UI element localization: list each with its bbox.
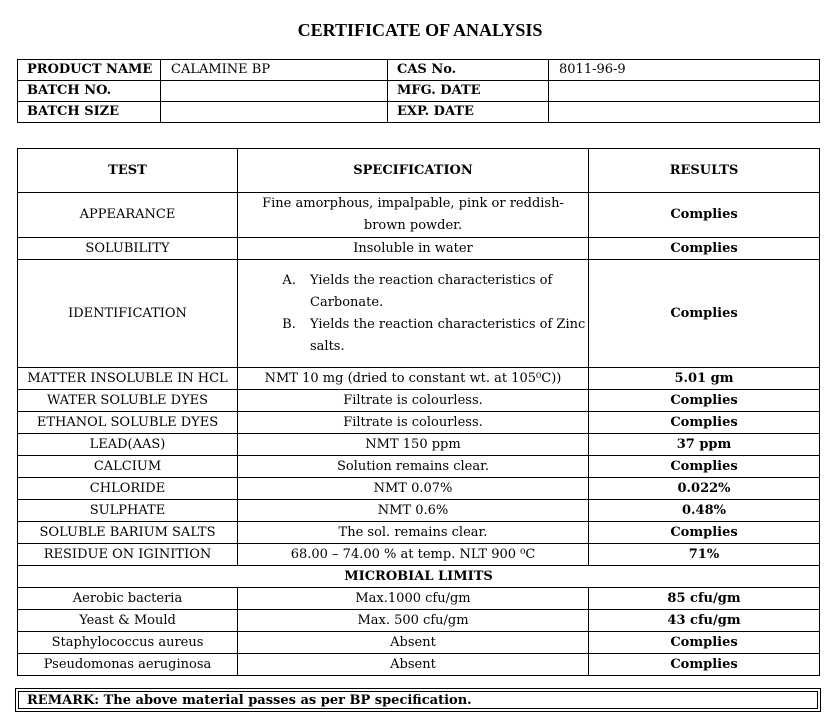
batch-size-label: BATCH SIZE [18, 102, 161, 123]
test-name: WATER SOLUBLE DYES [18, 390, 238, 412]
result: 5.01 gm [589, 368, 820, 390]
table-row [18, 588, 820, 610]
table-row [18, 544, 820, 566]
table-row [18, 390, 820, 412]
exp-date-value [549, 102, 820, 123]
product-name-value: CALAMINE BP [161, 60, 388, 81]
table-row [18, 500, 820, 522]
specification: Absent [238, 632, 589, 654]
table-row [18, 522, 820, 544]
analysis-table [17, 148, 820, 676]
test-name: Yeast & Mould [18, 610, 238, 632]
specification: NMT 10 mg (dried to constant wt. at 105⁰C)) [238, 368, 589, 390]
test-name: Staphylococcus aureus [18, 632, 238, 654]
test-name: CHLORIDE [18, 478, 238, 500]
test-name: APPEARANCE [18, 193, 238, 238]
specification: Insoluble in water [238, 238, 589, 260]
mfg-date-label: MFG. DATE [388, 81, 549, 102]
result: Complies [589, 654, 820, 676]
identification-item-b: B. Yields the reaction characteristics of Zinc salts. [300, 314, 586, 358]
table-row [18, 456, 820, 478]
table-row [18, 238, 820, 260]
specification: The sol. remains clear. [238, 522, 589, 544]
result: Complies [589, 260, 820, 368]
cas-label: CAS No. [388, 60, 549, 81]
test-name: IDENTIFICATION [18, 260, 238, 368]
table-row [18, 610, 820, 632]
specification: Max.1000 cfu/gm [238, 588, 589, 610]
column-header-test: TEST [18, 149, 238, 193]
microbial-limits-title: MICROBIAL LIMITS [18, 566, 820, 588]
result: Complies [589, 238, 820, 260]
column-header-results: RESULTS [589, 149, 820, 193]
specification: Filtrate is colourless. [238, 390, 589, 412]
test-name: Pseudomonas aeruginosa [18, 654, 238, 676]
result: 0.48% [589, 500, 820, 522]
table-row [18, 412, 820, 434]
test-name: SULPHATE [18, 500, 238, 522]
test-name: CALCIUM [18, 456, 238, 478]
test-name: RESIDUE ON IGINITION [18, 544, 238, 566]
batch-size-value [161, 102, 388, 123]
specification: NMT 150 ppm [238, 434, 589, 456]
mfg-date-value [549, 81, 820, 102]
result: 43 cfu/gm [589, 610, 820, 632]
result: 0.022% [589, 478, 820, 500]
specification: 68.00 – 74.00 % at temp. NLT 900 ⁰C [238, 544, 589, 566]
result: Complies [589, 632, 820, 654]
table-row [18, 654, 820, 676]
batch-no-value [161, 81, 388, 102]
table-row [18, 478, 820, 500]
test-name: SOLUBILITY [18, 238, 238, 260]
specification: NMT 0.07% [238, 478, 589, 500]
test-name: Aerobic bacteria [18, 588, 238, 610]
column-header-specification: SPECIFICATION [238, 149, 589, 193]
identification-item-a: A. Yields the reaction characteristics of Carbonate. [300, 270, 586, 314]
exp-date-label: EXP. DATE [388, 102, 549, 123]
result: 71% [589, 544, 820, 566]
result: Complies [589, 390, 820, 412]
microbial-limits-header [18, 566, 820, 588]
product-name-label: PRODUCT NAME [18, 60, 161, 81]
specification [238, 260, 589, 368]
document-title: CERTIFICATE OF ANALYSIS [297, 20, 543, 40]
test-name: SOLUBLE BARIUM SALTS [18, 522, 238, 544]
test-name: MATTER INSOLUBLE IN HCL [18, 368, 238, 390]
table-row [18, 434, 820, 456]
result: 37 ppm [589, 434, 820, 456]
batch-no-label: BATCH NO. [18, 81, 161, 102]
result: Complies [589, 522, 820, 544]
remark-box: REMARK: The above material passes as per BP specification. [15, 688, 821, 712]
result: 85 cfu/gm [589, 588, 820, 610]
batch-no-row [18, 81, 820, 102]
column-header-row [18, 149, 820, 193]
table-row [18, 193, 820, 238]
specification: Max. 500 cfu/gm [238, 610, 589, 632]
result: Complies [589, 412, 820, 434]
product-info-table [17, 59, 820, 123]
specification: Filtrate is colourless. [238, 412, 589, 434]
specification: NMT 0.6% [238, 500, 589, 522]
product-name-row [18, 60, 820, 81]
test-name: LEAD(AAS) [18, 434, 238, 456]
test-name: ETHANOL SOLUBLE DYES [18, 412, 238, 434]
specification: Absent [238, 654, 589, 676]
table-row [18, 368, 820, 390]
specification: Solution remains clear. [238, 456, 589, 478]
cas-value: 8011-96-9 [549, 60, 820, 81]
batch-size-row [18, 102, 820, 123]
specification: Fine amorphous, impalpable, pink or reddish-brown powder. [238, 193, 589, 238]
table-row [18, 632, 820, 654]
result: Complies [589, 193, 820, 238]
result: Complies [589, 456, 820, 478]
table-row [18, 260, 820, 368]
